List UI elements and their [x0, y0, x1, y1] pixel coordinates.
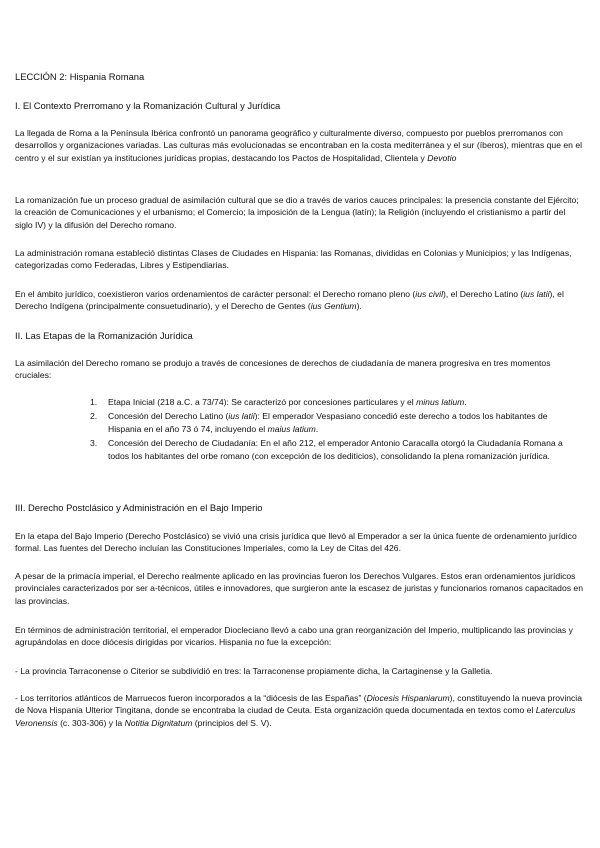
list-item-number: 2.: [90, 411, 98, 422]
section-3-paragraph-4: - La provincia Tarraconense o Citerior se subdividió en tres: la Tarraconense propiamente dicha, la Cartaginense y la Galletia.: [15, 666, 493, 676]
stages-list: [90, 396, 580, 464]
section-1-paragraph-4: En el ámbito jurídico, coexistieron varios ordenamientos de carácter personal: el Derecho romano pleno (ius civil), el Derecho Latino (ius latii), el Derecho Indígena (principalmente consuetudinario), y el Derecho de Gentes (ius Gentium).: [15, 289, 564, 312]
section-3-paragraph-2: A pesar de la primacía imperial, el Derecho realmente aplicado en las provincias fueron los Derechos Vulgares. Estos eran ordenamientos jurídicos provinciales caracterizados por ser a-técnicos, útiles e innovadores, que surgieron ante la escasez de juristas y funcionarios romanos capacitados en las provincias.: [15, 571, 583, 606]
section-3-paragraph-3: En términos de administración territorial, el emperador Diocleciano llevó a cabo una gran reorganización del Imperio, multiplicando las provincias y agrupándolas en doce diócesis dirigidas por vicarios. Hispania no fue la excepción:: [15, 625, 573, 648]
section-1-paragraph-1: La llegada de Roma a la Península Ibérica confrontó un panorama geográfico y culturalmente diverso, compuesto por pueblos prerromanos con desarrollos y organizaciones variadas. Las culturas más evolucionadas se encontraban en la costa mediterránea y el sur (íberos), mientras que en el centro y el sur existían ya instituciones jurídicas propias, destacando los Pactos de Hospitalidad, Clientela y Devotio: [15, 128, 583, 163]
section-1-paragraph-3: La administración romana estableció distintas Clases de Ciudades en Hispania: las Romanas, divididas en Colonias y Municipios; y las Indígenas, categorizadas como Federadas, Libres y Estipendiarias.: [15, 248, 572, 271]
list-item: 3. Concesión del Derecho de Ciudadanía: En el año 212, el emperador Antonio Caracalla otorgó la Ciudadanía Romana a todos los habitantes del orbe romano (con excepción de los dediticios), consolidando la plena romanización jurídica.: [90, 438, 563, 461]
section-2-heading: II. Las Etapas de la Romanización Jurídica: [15, 330, 193, 341]
list-item-number: 1.: [90, 397, 98, 407]
list-item-number: 3.: [90, 438, 98, 449]
list-item: 1. Etapa Inicial (218 a.C. a 73/74): Se caracterizó por concesiones particulares y el minus latium.: [90, 397, 467, 407]
page-title: LECCIÓN 2: Hispania Romana: [15, 71, 145, 82]
section-3-paragraph-1: En la etapa del Bajo Imperio (Derecho Postclásico) se vivió una crisis jurídica que llevó al Emperador a ser la única fuente de ordenamiento jurídico formal. Las fuentes del Derecho incluían las Constituciones Imperiales, como la Ley de Citas del 426.: [15, 531, 577, 554]
section-1-paragraph-2: La romanización fue un proceso gradual de asimilación cultural que se dio a través de varios cauces principales: la presencia constante del Ejército; la creación de Comunicaciones y el urbanismo; el Comercio; la imposición de la Lengua (latín); la Religión (incluyendo el cristianismo a partir del siglo IV) y la difusión del Derecho romano.: [15, 195, 579, 230]
section-3-paragraph-5: - Los territorios atlánticos de Marruecos fueron incorporados a la “diócesis de las Españas” (Diocesis Hispaniarum), constituyendo la nueva provincia de Nova Hispania Ulterior Tingitana, donde se encontraba la ciudad de Ceuta. Esta organización queda documentada en textos como el Laterculus Veronensis (c. 303-306) y la Notitia Dignitatum (principios del S. V).: [15, 693, 582, 728]
list-item: 2. Concesión del Derecho Latino (ius latii): El emperador Vespasiano concedió este derecho a todos los habitantes de Hispania en el año 73 ó 74, incluyendo el maius latium.: [90, 411, 548, 434]
section-3-heading: III. Derecho Postclásico y Administración en el Bajo Imperio: [15, 502, 263, 513]
section-1-heading: I. El Contexto Prerromano y la Romanización Cultural y Jurídica: [15, 100, 281, 111]
section-2-intro: La asimilación del Derecho romano se produjo a través de concesiones de derechos de ciudadanía de manera progresiva en tres momentos cruciales:: [15, 358, 551, 381]
